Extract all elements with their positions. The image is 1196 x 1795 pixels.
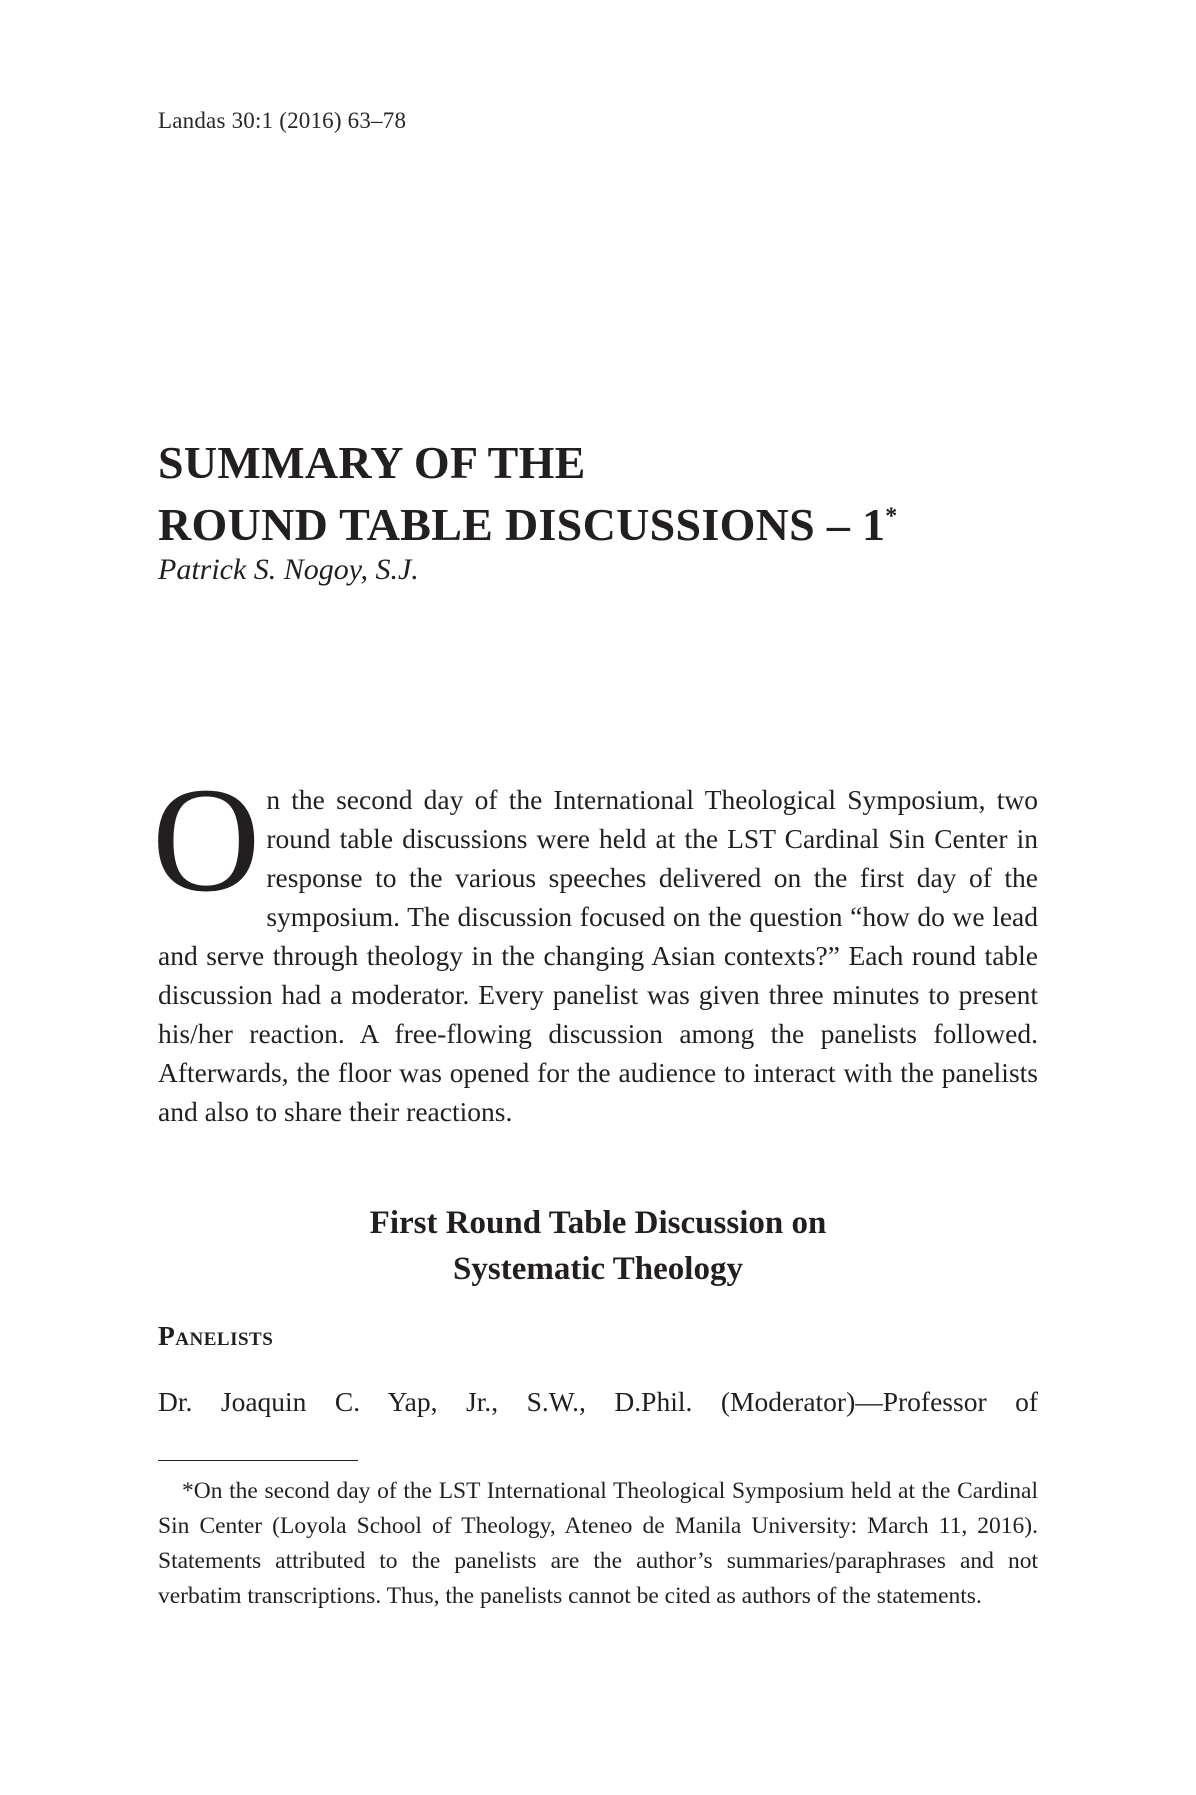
title-line-1: SUMMARY OF THE xyxy=(158,437,586,488)
panelists-subheading: Panelists xyxy=(158,1320,274,1351)
title-line-2: ROUND TABLE DISCUSSIONS – 1 xyxy=(158,499,886,550)
panelist-entry: Dr. Joaquin C. Yap, Jr., S.W., D.Phil. (Moderator)—Professor of xyxy=(158,1386,1038,1417)
section-heading-line-1: First Round Table Discussion on xyxy=(369,1205,827,1241)
intro-paragraph xyxy=(152,757,1038,1131)
section-heading xyxy=(158,1200,1038,1292)
title-footnote-marker: * xyxy=(885,503,898,530)
footnote: *On the second day of the LST International Theological Symposium held at the Cardinal Sin Center (Loyola School of Theology, Ateneo de Manila University: March 11, 2016). Statements attributed to the panelists are the author’s summaries/paraphrases and not verbatim transcriptions. Thus, the panelists cannot be cited as authors of the statements. xyxy=(158,1478,1038,1609)
author-byline: Patrick S. Nogoy, S.J. xyxy=(158,553,419,586)
article-title xyxy=(158,432,898,556)
running-head: Landas 30:1 (2016) 63–78 xyxy=(158,108,407,133)
section-heading-line-2: Systematic Theology xyxy=(453,1251,743,1287)
intro-text: n the second day of the International Theological Symposium, two round table discussions were held at the LST Cardinal Sin Center in response to the various speeches delivered on the first day of the symposium. The discussion focused on the question “how do we lead and serve through theology in the changing Asian contexts?” Each round table discussion had a moderator. Every panelist was given three minutes to present his/her reaction. A free-flowing discussion among the panelists followed. Afterwards, the floor was opened for the audience to interact with the panelists and also to share their reactions. xyxy=(158,784,1038,1127)
footnote-divider xyxy=(158,1460,358,1461)
drop-cap: O xyxy=(152,757,261,923)
